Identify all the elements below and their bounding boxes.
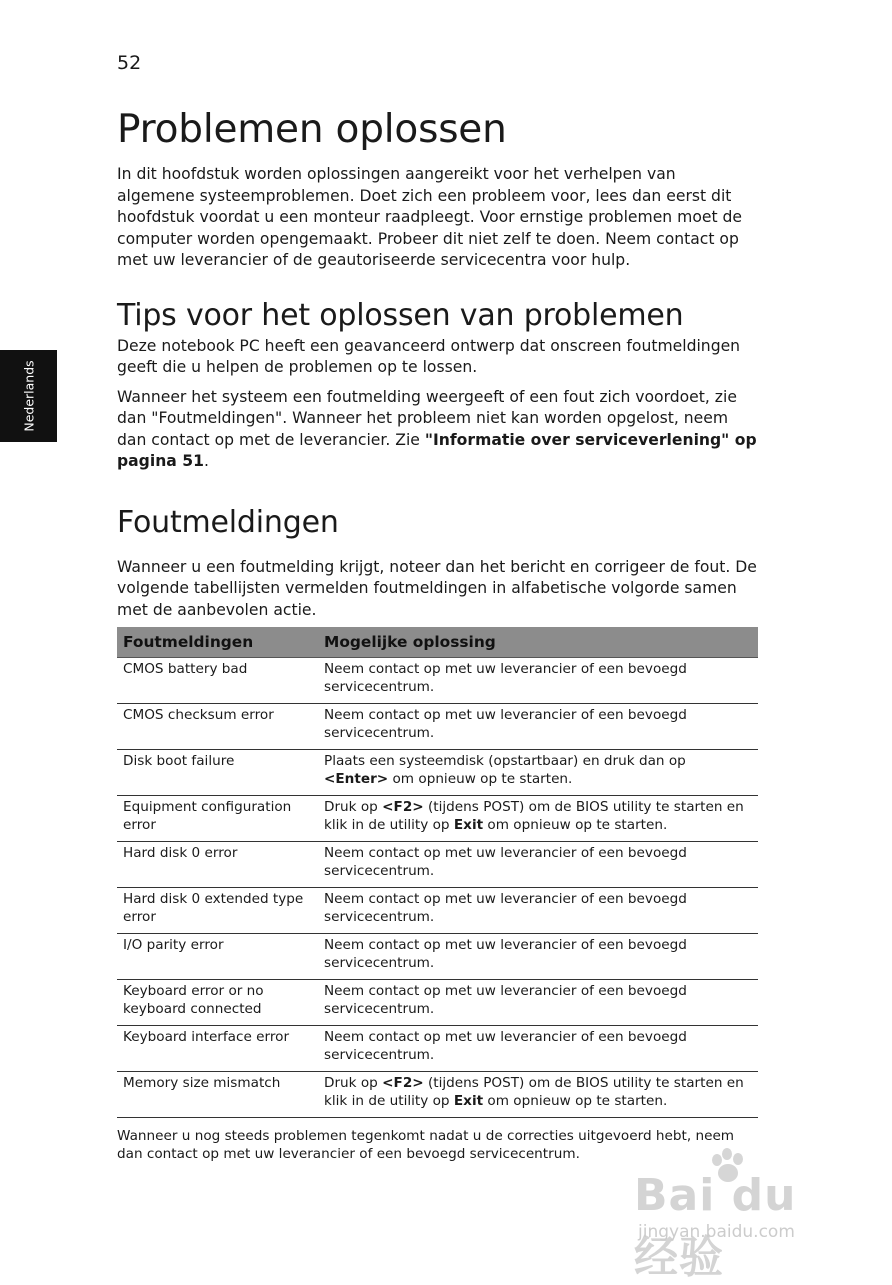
column-header-error: Foutmeldingen: [117, 627, 318, 658]
page-title: Problemen oplossen: [117, 107, 507, 152]
tips-paragraph-2: [117, 387, 758, 473]
tips-heading: Tips voor het oplossen van problemen: [117, 297, 684, 333]
solution-text: Neem contact op met uw leverancier of een bevoegd servicecentrum.: [324, 1029, 687, 1063]
solution-text: (tijdens POST) om de BIOS utility te starten en klik in de utility op: [324, 1075, 744, 1109]
table-body: [117, 658, 758, 1118]
table-row: [117, 842, 758, 888]
footer-note: Wanneer u nog steeds problemen tegenkomt nadat u de correcties uitgevoerd hebt, neem dan contact op met uw leverancier of een bevoegd servicecentrum.: [117, 1128, 735, 1162]
solution-cell: [318, 980, 758, 1026]
solution-text: Plaats een systeemdisk (opstartbaar) en druk dan op: [324, 753, 686, 769]
key-label: <F2>: [382, 1075, 424, 1091]
page-content: [117, 104, 758, 1163]
errors-heading: Foutmeldingen: [117, 504, 339, 540]
error-message-cell: CMOS battery bad: [117, 658, 318, 704]
error-message-cell: Equipment configuration error: [117, 796, 318, 842]
table-row: [117, 1026, 758, 1072]
table-header-row: [117, 627, 758, 658]
solution-text: Neem contact op met uw leverancier of een bevoegd servicecentrum.: [324, 983, 687, 1017]
solution-cell: [318, 658, 758, 704]
column-header-solution: Mogelijke oplossing: [318, 627, 758, 658]
tips-paragraph-2-end: .: [203, 452, 209, 470]
key-label: <Enter>: [324, 770, 389, 787]
solution-cell: [318, 888, 758, 934]
table-row: [117, 1072, 758, 1118]
tips-paragraph-1: Deze notebook PC heeft een geavanceerd ontwerp dat onscreen foutmeldingen geeft die u helpen de problemen op te lossen.: [117, 336, 741, 376]
watermark-brand: Bai du 经验: [634, 1170, 797, 1283]
service-info-link[interactable]: "Informatie over serviceverlening" op pagina 51: [117, 430, 757, 470]
error-message-cell: I/O parity error: [117, 934, 318, 980]
error-messages-table: [117, 627, 758, 1118]
solution-text: Druk op: [324, 799, 383, 815]
error-message-cell: Disk boot failure: [117, 750, 318, 796]
solution-text: om opnieuw op te starten.: [483, 816, 668, 833]
watermark-url: jingyan.baidu.com: [638, 1222, 795, 1242]
key-label: <F2>: [382, 799, 424, 815]
key-label: Exit: [453, 816, 484, 833]
solution-cell: [318, 1072, 758, 1118]
solution-text: (tijdens POST) om de BIOS utility te starten en klik in de utility op: [324, 799, 744, 833]
solution-cell: [318, 934, 758, 980]
error-message-cell: Hard disk 0 extended type error: [117, 888, 318, 934]
key-label: Exit: [453, 1092, 484, 1109]
solution-cell: [318, 842, 758, 888]
solution-text: Neem contact op met uw leverancier of een bevoegd servicecentrum.: [324, 845, 687, 879]
language-side-tab-label: Nederlands: [21, 360, 36, 432]
solution-text: Druk op: [324, 1075, 383, 1091]
errors-intro-paragraph: Wanneer u een foutmelding krijgt, noteer dan het bericht en corrigeer de fout. De volgende tabellijsten vermelden foutmeldingen in alfabetische volgorde samen met de aanbevolen actie.: [117, 557, 757, 619]
error-message-cell: Hard disk 0 error: [117, 842, 318, 888]
solution-text: Neem contact op met uw leverancier of een bevoegd servicecentrum.: [324, 661, 687, 695]
page-number: 52: [117, 52, 142, 74]
table-row: [117, 980, 758, 1026]
solution-text: Neem contact op met uw leverancier of een bevoegd servicecentrum.: [324, 707, 687, 741]
table-row: [117, 704, 758, 750]
baidu-watermark: [634, 1140, 844, 1283]
solution-cell: [318, 796, 758, 842]
error-message-cell: CMOS checksum error: [117, 704, 318, 750]
error-message-cell: Keyboard interface error: [117, 1026, 318, 1072]
tips-paragraph-2-text: Wanneer het systeem een foutmelding weergeeft of een fout zich voordoet, zie dan "Foutmeldingen". Wanneer het probleem niet kan worden opgelost, neem dan contact op met de leverancier. Zie: [117, 387, 737, 449]
language-side-tab: [0, 350, 57, 442]
error-message-cell: Keyboard error or no keyboard connected: [117, 980, 318, 1026]
solution-cell: [318, 704, 758, 750]
solution-cell: [318, 1026, 758, 1072]
solution-text: Neem contact op met uw leverancier of een bevoegd servicecentrum.: [324, 891, 687, 925]
table-row: [117, 796, 758, 842]
table-row: [117, 658, 758, 704]
solution-text: om opnieuw op te starten.: [388, 770, 573, 787]
solution-cell: [318, 750, 758, 796]
solution-text: om opnieuw op te starten.: [483, 1092, 668, 1109]
table-row: [117, 750, 758, 796]
error-message-cell: Memory size mismatch: [117, 1072, 318, 1118]
solution-text: Neem contact op met uw leverancier of een bevoegd servicecentrum.: [324, 937, 687, 971]
intro-paragraph: In dit hoofdstuk worden oplossingen aangereikt voor het verhelpen van algemene systeemproblemen. Doet zich een probleem voor, lees dan eerst dit hoofdstuk voordat u een monteur raadpleegt. Voor ernstige problemen moet de computer worden opengemaakt. Probeer dit niet zelf te doen. Neem contact op met uw leverancier of de geautoriseerde servicecentra voor hulp.: [117, 165, 743, 269]
table-row: [117, 934, 758, 980]
table-row: [117, 888, 758, 934]
